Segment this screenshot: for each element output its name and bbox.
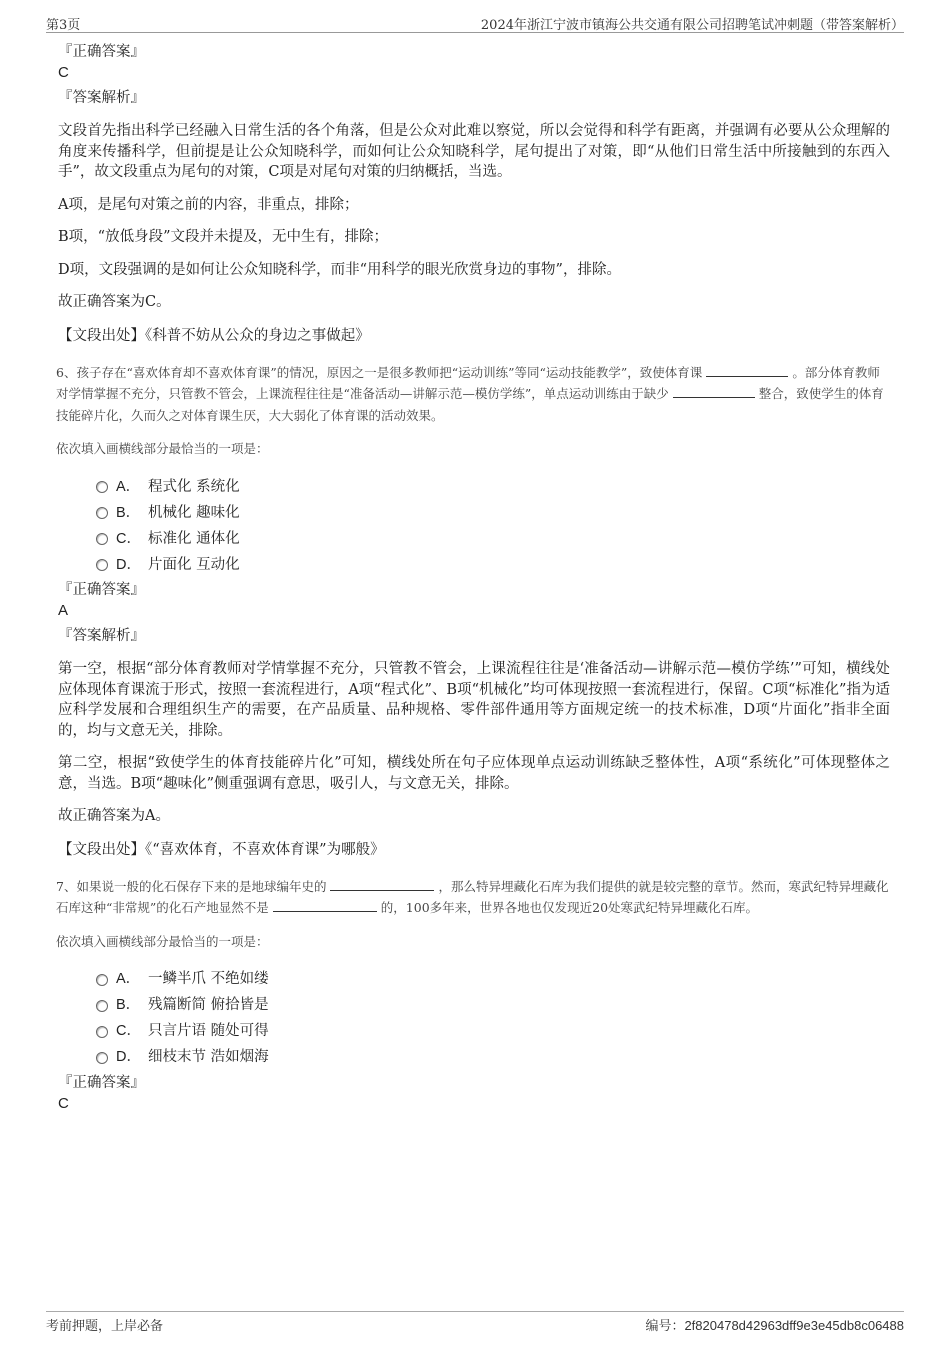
fill-blank xyxy=(330,880,434,891)
correct-answer-value: C xyxy=(58,1094,69,1112)
analysis-paragraph: D项，文段强调的是如何让公众知晓科学，而非“用科学的眼光欣赏身边的事物”，排除。 xyxy=(58,261,621,278)
question-7-options xyxy=(96,965,890,1069)
correct-answer-label: 『正确答案』 xyxy=(58,44,145,60)
radio-button[interactable] xyxy=(96,1026,108,1038)
document-title: 2024年浙江宁波市镇海公共交通有限公司招聘笔试冲刺题（带答案解析） xyxy=(480,18,904,33)
analysis-label: 『答案解析』 xyxy=(58,90,145,106)
page-header xyxy=(46,14,904,33)
footer-slogan: 考前押题，上岸必备 xyxy=(46,1319,164,1334)
option-d[interactable]: D． 片面化 互动化 xyxy=(96,550,890,576)
fill-blank xyxy=(706,366,788,377)
page-footer xyxy=(46,1311,904,1335)
analysis-label: 『答案解析』 xyxy=(58,628,145,644)
option-b[interactable]: B． 残篇断简 俯拾皆是 xyxy=(96,991,890,1017)
page-number: 第3页 xyxy=(46,18,81,33)
correct-answer-value: C xyxy=(58,64,69,81)
analysis-paragraph: 第二空，根据“致使学生的体育技能碎片化”可知，横线处所在句子应体现单点运动训练缺乏整体性，A项“系统化”可体现整体之意，当选。B项“趣味化”侧重强调有意思，吸引人，与文意无关，排除。 xyxy=(58,755,890,792)
analysis-paragraph: 故正确答案为A。 xyxy=(58,808,170,824)
radio-button[interactable] xyxy=(96,481,108,493)
correct-answer-value: A xyxy=(58,602,69,619)
question-6-stem: 6、孩子存在“喜欢体育却不喜欢体育课”的情况，原因之一是很多教师把“运动训练”等同“运动技能教学”，致使体育课 。部分体育教师对学情掌握不充分，只管教不管会，上课流程往往是“准备活动—讲解示范—模仿学练”，单点运动训练由于缺少 整合，致使学生的体育技能碎片化，久而久之对体育课生厌，大大弱化了体育课的活动效果。 xyxy=(56,364,884,423)
fill-blank xyxy=(273,901,377,912)
radio-button[interactable] xyxy=(96,559,108,571)
fill-blank xyxy=(673,387,755,398)
source-citation: 【文段出处】《“喜欢体育，不喜欢体育课”为哪般》 xyxy=(58,841,385,858)
option-c[interactable]: C． 标准化 通体化 xyxy=(96,524,890,550)
option-a[interactable]: A． 一鳞半爪 不绝如缕 xyxy=(96,965,890,991)
page-content xyxy=(56,42,890,1113)
option-c[interactable]: C． 只言片语 随处可得 xyxy=(96,1017,890,1043)
radio-button[interactable] xyxy=(96,507,108,519)
question-6-options xyxy=(96,472,890,576)
radio-button[interactable] xyxy=(96,533,108,545)
analysis-paragraph: 故正确答案为C。 xyxy=(58,294,171,310)
document-code: 编号：2f820478d42963dff9e3e45db8c06488 xyxy=(645,1318,904,1333)
radio-button[interactable] xyxy=(96,1052,108,1064)
radio-button[interactable] xyxy=(96,974,108,986)
question-prompt: 依次填入画横线部分最恰当的一项是： xyxy=(56,441,269,456)
radio-button[interactable] xyxy=(96,1000,108,1012)
source-citation: 【文段出处】《科普不妨从公众的身边之事做起》 xyxy=(58,327,370,344)
option-d[interactable]: D． 细枝末节 浩如烟海 xyxy=(96,1043,890,1069)
question-prompt: 依次填入画横线部分最恰当的一项是： xyxy=(56,933,269,949)
correct-answer-label: 『正确答案』 xyxy=(58,1074,145,1091)
analysis-paragraph: B项，“放低身段”文段并未提及，无中生有，排除； xyxy=(58,229,388,245)
correct-answer-label: 『正确答案』 xyxy=(58,582,145,598)
option-b[interactable]: B． 机械化 趣味化 xyxy=(96,498,890,524)
analysis-paragraph: 第一空，根据“部分体育教师对学情掌握不充分，只管教不管会，上课流程往往是‘准备活动—讲解示范—模仿学练’”可知，横线处应体现体育课流于形式，按照一套流程进行，A项“程式化”、B项“机械化”均可体现按照一套流程进行，保留。C项“标准化”指为适应科学发展和合理组织生产的需要，在产品质量、品种规格、零件部件通用等方面规定统一的技术标准，D项“片面化”指非全面的，均与文意无关，排除。 xyxy=(58,661,890,739)
option-a[interactable]: A． 程式化 系统化 xyxy=(96,472,890,498)
question-7-stem: 7、如果说一般的化石保存下来的是地球编年史的 ，那么特异埋藏化石库为我们提供的就是较完整的章节。然而，寒武纪特异埋藏化石库这种“非常规”的化石产地显然不是 的，100多年来，世界各地也仅发现近20处寒武纪特异埋藏化石库。 xyxy=(56,878,889,915)
analysis-paragraph: A项，是尾句对策之前的内容，非重点，排除； xyxy=(58,196,359,213)
analysis-paragraph: 文段首先指出科学已经融入日常生活的各个角落，但是公众对此难以察觉，所以会觉得和科学有距离，并强调有必要从公众理解的角度来传播科学，但前提是让公众知晓科学，而如何让公众知晓科学，尾句提出了对策，即“从他们日常生活中所接触到的东西入手”，故文段重点为尾句的对策，C项是对尾句对策的归纳概括，当选。 xyxy=(58,123,890,180)
